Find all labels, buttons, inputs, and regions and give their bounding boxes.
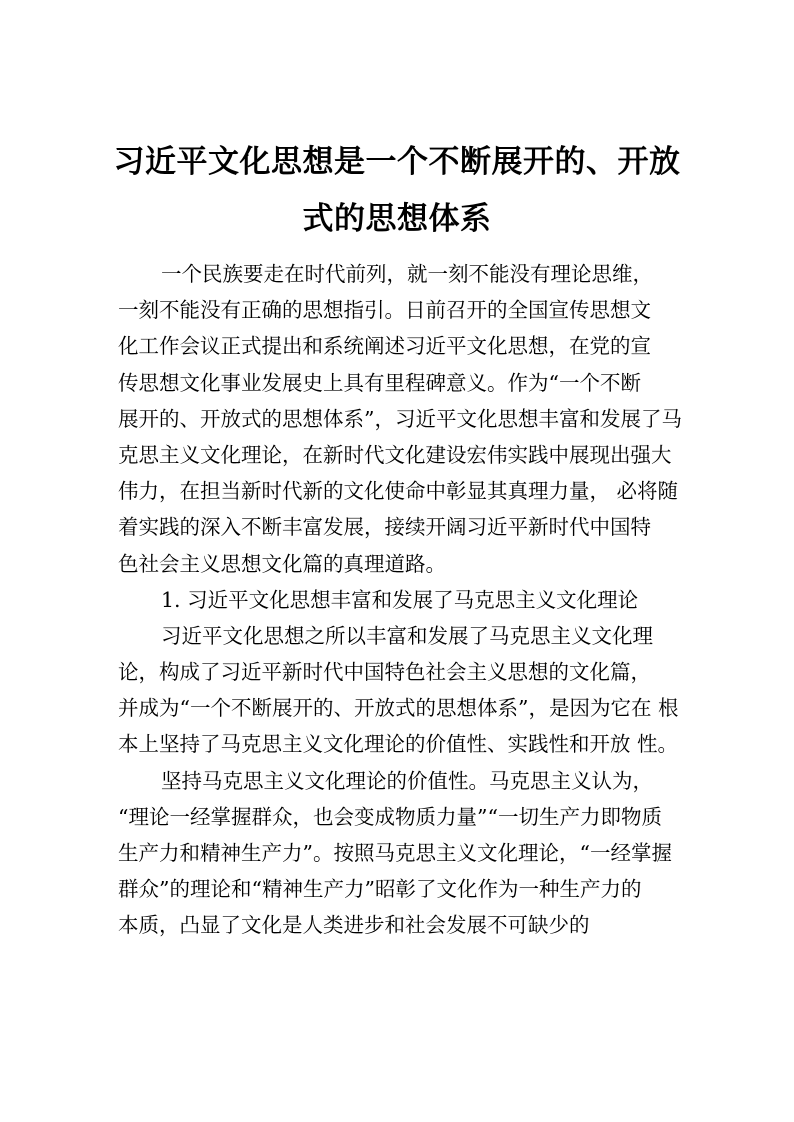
document-body	[118, 256, 718, 944]
body-text-line: 克思主义文化理论，在新时代文化建设宏伟实践中展现出强大	[118, 442, 672, 467]
body-text-line: 生产力和精神生产力”。按照马克思主义文化理论，“一经掌握	[118, 841, 672, 865]
body-text-line: 坚持马克思主义文化理论的价值性。马克思主义认为，	[161, 768, 653, 793]
body-text-line: 本上坚持了马克思主义文化理论的价值性、实践性和开放 性。	[118, 732, 679, 757]
body-text-line: 伟力，在担当新时代新的文化使命中彰显其真理力量， 必将随	[118, 479, 679, 504]
body-text-line: 化工作会议正式提出和系统阐述习近平文化思想，在党的宣	[118, 334, 651, 359]
body-text-line: 论，构成了习近平新时代中国特色社会主义思想的文化篇，	[118, 660, 651, 685]
body-text-line: 并成为“一个不断展开的、开放式的思想体系”，是因为它在 根	[118, 696, 679, 721]
body-text-line: 一个民族要走在时代前列，就一刻不能没有理论思维，	[161, 262, 653, 286]
document-title-line-2: 式的思想体系	[302, 201, 492, 237]
body-text-line: 着实践的深入不断丰富发展，接续开阔习近平新时代中国特	[118, 515, 651, 540]
body-text-line: 本质，凸显了文化是人类进步和社会发展不可缺少的	[118, 913, 590, 938]
body-text-line: 一刻不能没有正确的思想指引。日前召开的全国宣传思想文	[118, 298, 651, 323]
body-text-line: 群众”的理论和“精神生产力”昭彰了文化作为一种生产力的	[118, 877, 642, 902]
body-text-line: “理论一经掌握群众，也会变成物质力量”“一切生产力即物质	[118, 804, 662, 829]
body-text-line: 1. 习近平文化思想丰富和发展了马克思主义文化理论	[161, 587, 639, 612]
body-text-line: 展开的、开放式的思想体系”，习近平文化思想丰富和发展了马	[118, 406, 682, 431]
body-text-line: 习近平文化思想之所以丰富和发展了马克思主义文化理	[161, 623, 653, 648]
body-text-line: 色社会主义思想文化篇的真理道路。	[118, 551, 446, 576]
document-title-line-1: 习近平文化思想是一个不断展开的、开放	[113, 144, 681, 180]
body-text-line: 传思想文化事业发展史上具有里程碑意义。作为“一个不断	[118, 370, 641, 395]
